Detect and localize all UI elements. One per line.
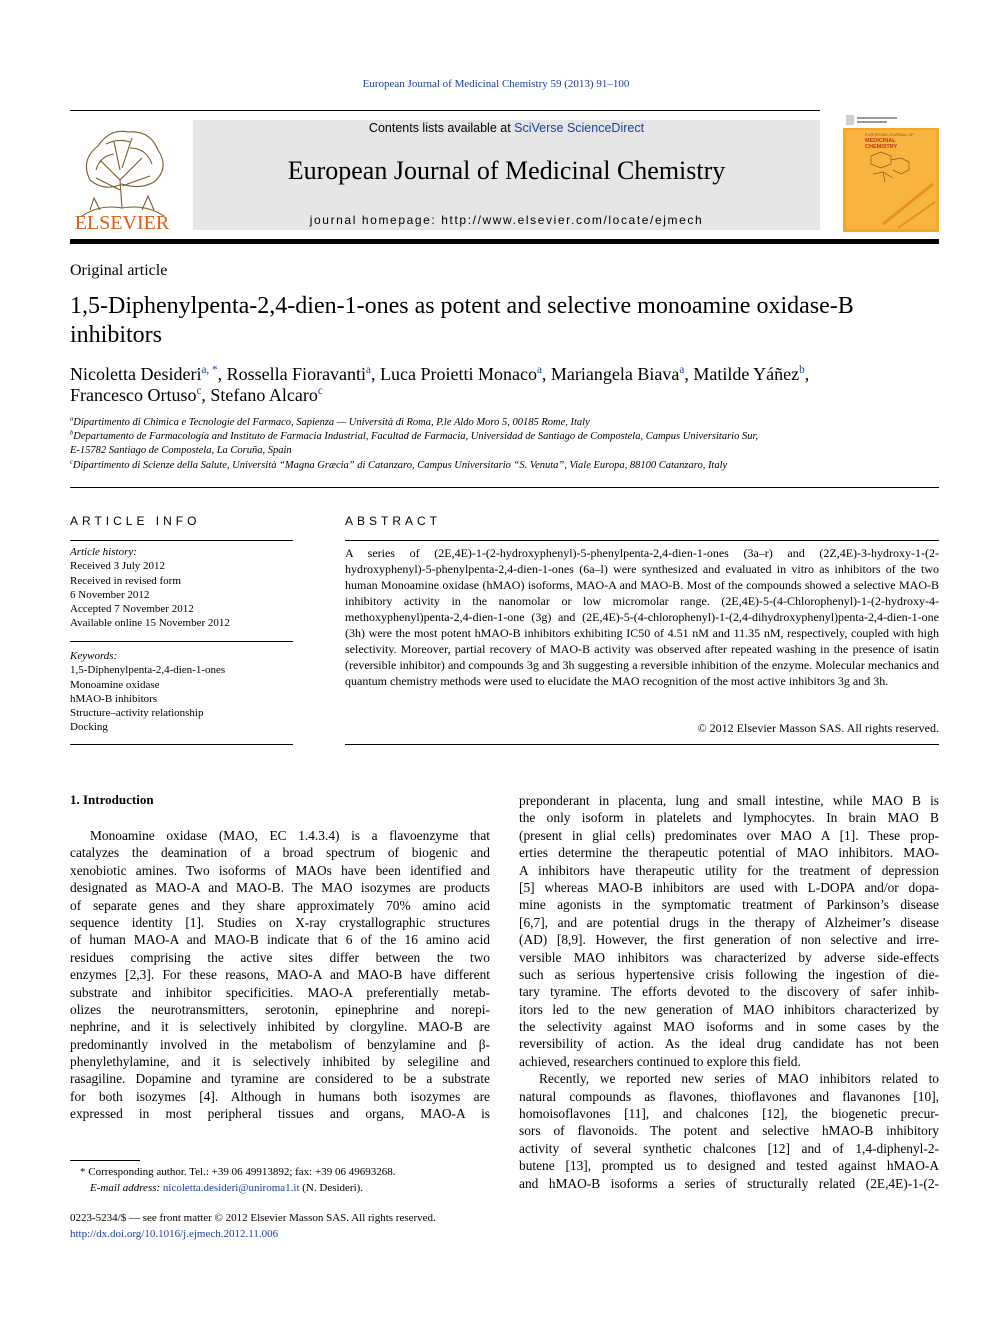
text-line: [6,7], and are potential drugs in the therapy of Alzheimer’s disease <box>519 914 939 930</box>
author-affiliation-mark[interactable]: a, * <box>201 364 218 376</box>
affiliation-text: Dipartimento di Chimica e Tecnologie del Farmaco, Sapienza — Università di Roma, P.le Aldo Moro 5, 00185 Rome, Italy <box>73 417 590 428</box>
text-line: enzymes [2,3]. For these reasons, MAO-A and MAO-B have different <box>70 967 490 983</box>
text-line: of human MAO-A and MAO-B indicate that 6 of the 16 amino acid <box>70 932 490 948</box>
body-column-right <box>519 792 939 1192</box>
text-line: expressed in most peripheral tissues and organs, MAO-A is <box>70 1106 490 1122</box>
author[interactable]: Francesco Ortuso <box>70 385 197 405</box>
text-line: versible MAO inhibitors was characterized by adverse side-effects <box>519 949 939 965</box>
author-affiliation-mark[interactable]: a <box>536 364 542 376</box>
text-line: nephrine, and it is selectively inhibited by clorgyline. MAO-B are <box>70 1019 490 1035</box>
author-separator: , <box>684 364 694 384</box>
article-info-heading: ARTICLE INFO <box>70 514 201 528</box>
history-label: Article history: <box>70 546 137 558</box>
contents-line <box>193 121 820 135</box>
author[interactable]: Nicoletta Desideri <box>70 364 202 384</box>
keyword: Monoamine oxidase <box>70 678 160 691</box>
affiliation-b <box>70 430 940 444</box>
text-line: natural compounds as flavones, thioflavones and flavanones [10], <box>519 1088 939 1104</box>
text-line: the selectivity against MAO isoforms and in some cases by the <box>519 1019 939 1035</box>
affiliation-b-continued: E-15782 Santiago de Compostela, La Coruña, Spain <box>70 445 292 456</box>
keywords <box>70 649 293 735</box>
keyword: Docking <box>70 721 108 734</box>
history-item: Accepted 7 November 2012 <box>70 603 194 616</box>
text-line: of separate genes and they share approximately 70% amino acid <box>70 897 490 913</box>
journal-citation[interactable]: European Journal of Medicinal Chemistry 59 (2013) 91–100 <box>362 78 630 90</box>
journal-cover-thumbnail[interactable] <box>843 112 939 232</box>
email-link[interactable]: nicoletta.desideri@uniroma1.it <box>162 1182 300 1194</box>
corresponding-text: Corresponding author. Tel.: +39 06 49913892; fax: +39 06 49693268. <box>88 1166 396 1178</box>
section-heading-introduction: 1. Introduction <box>70 792 154 807</box>
doi-link[interactable]: http://dx.doi.org/10.1016/j.ejmech.2012.11.006 <box>70 1227 279 1240</box>
author-separator: , <box>217 364 227 384</box>
text-line: erties determine the therapeutic potential of MAO inhibitors. MAO- <box>519 845 939 861</box>
issn-block <box>70 1211 520 1242</box>
affiliation-mark: c <box>70 458 73 466</box>
author[interactable]: Rossella Fioravanti <box>226 364 367 384</box>
journal-name: European Journal of Medicinal Chemistry <box>287 156 726 185</box>
asterisk-mark: * <box>80 1166 89 1178</box>
author-affiliation-mark[interactable]: a <box>679 364 685 376</box>
text-line: (present in glial cells) predominates over MAO A [1]. These prop- <box>519 827 939 843</box>
authors-line-2 <box>70 384 940 406</box>
abstract-rule <box>345 744 939 745</box>
text-line: A inhibitors have therapeutic utility for the treatment of depression <box>519 862 939 878</box>
text-line: (AD) [8,9]. However, the first generation of non selective and irre- <box>519 932 939 948</box>
header-rule <box>70 110 820 111</box>
elsevier-wordmark: ELSEVIER <box>74 212 170 232</box>
affiliations-rule <box>70 487 939 488</box>
sciencedirect-link[interactable]: SciVerse ScienceDirect <box>514 121 645 135</box>
text-line: mine agonists in the symptomatic treatment of Parkinson’s disease <box>519 897 939 913</box>
author-separator: , <box>201 385 211 405</box>
author[interactable]: Mariangela Biava <box>550 364 680 384</box>
history-item: Received in revised form <box>70 574 181 587</box>
article-info-rule <box>70 540 293 541</box>
article-info-rule <box>70 641 293 642</box>
article-history <box>70 545 293 631</box>
text-line: and hMAO-B isoforms a series of structurally related (2E,4E)-1-(2- <box>519 1175 939 1191</box>
text-line: designated as MAO-A and MAO-B. The MAO isozymes are products <box>70 880 490 896</box>
text-line: sors of flavonoids. The potent and selective hMAO-B inhibitory <box>519 1123 939 1139</box>
journal-homepage[interactable]: journal homepage: http://www.elsevier.com/locate/ejmech <box>309 213 704 227</box>
article-info-rule <box>70 744 293 745</box>
header-thick-rule <box>70 239 939 244</box>
text-line: substrate and inhibitor specificities. MAO-A preferentially metab- <box>70 984 490 1000</box>
author-separator: , <box>804 364 810 384</box>
history-item: 6 November 2012 <box>70 588 150 601</box>
text-line: reversibility of action. As the ideal drug candidate has not been <box>519 1036 939 1052</box>
author-affiliation-mark[interactable]: a <box>366 364 371 376</box>
article-title: 1,5-Diphenylpenta-2,4-dien-1-ones as potent and selective monoamine oxidase-B inhibitors <box>70 293 854 348</box>
author-affiliation-mark[interactable]: c <box>317 385 323 397</box>
text-line: tary tyramine. The efforts devoted to the discovery of safer inhib- <box>519 984 939 1000</box>
corresponding-footnote <box>70 1164 490 1196</box>
affiliation-mark: a <box>70 415 74 423</box>
keyword: hMAO-B inhibitors <box>70 692 158 705</box>
email-label: E-mail address: <box>90 1182 163 1194</box>
authors-line-1 <box>70 363 940 385</box>
email-line <box>70 1180 490 1196</box>
affiliation-text: Dipartimento di Scienze della Salute, Università “Magna Græcia” di Catanzaro, Campus Universitario “S. Venuta”, Viale Europa, 88100 Catanzaro, Italy <box>72 460 728 471</box>
affiliation-text: Departamento de Farmacología and Instituto de Farmacia Industrial, Facultad de Farmacia, Universidad de Santiago de Compostela, Campus Universitario Sur, <box>73 431 759 442</box>
history-item: Available online 15 November 2012 <box>70 617 230 630</box>
corresponding-author-note <box>70 1164 490 1180</box>
affiliation-a <box>70 416 940 430</box>
author[interactable]: Luca Proietti Monaco <box>380 364 537 384</box>
keywords-label: Keywords: <box>70 650 118 662</box>
text-line: activity of several synthetic chalcones [12] and of 1,4-diphenyl-2- <box>519 1140 939 1156</box>
author[interactable]: Matilde Yáñez <box>693 364 800 384</box>
text-line: catalyzes the deamination of a broad spectrum of biogenic and <box>70 845 490 861</box>
text-line: such as serious hypertensive crisis following the ingestion of die- <box>519 966 939 982</box>
text-line: olizes the neurotransmitters, serotonin, epinephrine and norepi- <box>70 1001 490 1017</box>
svg-text:MEDICINAL: MEDICINAL <box>865 138 896 144</box>
text-line: rasagiline. Dopamine and tyramine are considered to be a substrate <box>70 1071 490 1087</box>
text-line: the only isoform in platelets and lymphocytes. In brain MAO B <box>519 810 939 826</box>
text-line: sequence identity [1]. Studies on X-ray crystallographic structures <box>70 914 490 930</box>
keyword: Structure–activity relationship <box>70 707 204 720</box>
article-type: Original article <box>70 262 168 279</box>
text-line: preponderant in placenta, lung and small intestine, while MAO B is <box>519 793 939 808</box>
text-line: xenobiotic amines. Two isoforms of MAOs have been identified and <box>70 862 490 878</box>
body-column-left <box>70 827 490 1123</box>
author[interactable]: Stefano Alcaro <box>210 385 318 405</box>
text-line: butene [13], prompted us to designed and tested against hMAO-A <box>519 1158 939 1174</box>
text-line: achieved, researchers continued to explore this field. <box>519 1053 801 1069</box>
author-separator: , <box>541 364 551 384</box>
text-line: itors led to the new generation of MAO inhibitors characterized by <box>519 1001 939 1017</box>
author-affiliation-mark[interactable]: c <box>196 385 202 397</box>
abstract-heading: ABSTRACT <box>345 514 442 528</box>
text-line: homoisoflavones [11], and chalcones [12], the biogenetic precur- <box>519 1106 939 1122</box>
elsevier-logo <box>70 120 175 232</box>
abstract-rule <box>345 540 939 541</box>
svg-text:EUROPEAN JOURNAL OF: EUROPEAN JOURNAL OF <box>865 132 914 137</box>
affiliation-mark: b <box>70 429 74 437</box>
text-line: residues comprising the active sites differ between the two <box>70 949 490 965</box>
email-suffix: (N. Desideri). <box>299 1182 364 1194</box>
author-separator: , <box>371 364 380 384</box>
text-line: phenylethylamine, and it is selectively inhibited by selegiline and <box>70 1054 490 1070</box>
text-line: [5] whereas MAO-B inhibitors are used with L-DOPA and/or dopa- <box>519 879 939 895</box>
svg-text:CHEMISTRY: CHEMISTRY <box>865 144 898 150</box>
issn-line: 0223-5234/$ — see front matter © 2012 Elsevier Masson SAS. All rights reserved. <box>70 1212 436 1224</box>
text-line: predominantly involved in the metabolism of benzylamine and β- <box>70 1036 490 1052</box>
text-line: Recently, we reported new series of MAO inhibitors related to <box>539 1071 939 1087</box>
author-affiliation-mark[interactable]: b <box>799 364 805 376</box>
keyword: 1,5-Diphenylpenta-2,4-dien-1-ones <box>70 664 226 677</box>
text-line: Monoamine oxidase (MAO, EC 1.4.3.4) is a flavoenzyme that <box>90 828 490 843</box>
copyright: © 2012 Elsevier Masson SAS. All rights reserved. <box>697 721 939 735</box>
text-line: for both isozymes [4]. Although in humans both isozymes are <box>70 1088 490 1104</box>
abstract-text: A series of (2E,4E)-1-(2-hydroxyphenyl)-5-phenylpenta-2,4-dien-1-ones (3a–r) and (2Z,4E)-3-hydroxy-1-(2-hydroxyphenyl)-5-phenylpenta-2,4-dien-1-ones (6a–l) were synthesized and evaluated in vitro as inhibitors of the two human Monoamine oxidase (hMAO) isoforms, MAO-A and MAO-B. Most of the compounds showed a selective MAO-B inhibitory activity in the nanomolar or low micromolar range. (2E,4E)-5-(4-Chlorophenyl)-1-(2-hydroxy-4-methoxyphenyl)penta-2,4-dien-1-one (3g) and (2E,4E)-5-(4-chlorophenyl)-1-(2,4-dihydroxyphenyl)penta-2,4-dien-1-one (3h) were the most potent hMAO-B inhibitors exhibiting IC50 of 4.51 nM and 11.35 nM, respectively, coupled with high selectivity. Moreover, partial recovery of MAO-B activity was observed after repeated washing in the presence of isatin (reversible inhibitor) and compounds 3g and 3h suggesting a reversible inhibition of the enzyme. Molecular mechanics and quantum chemistry methods were used to elucidate the MAO recognition of the most active inhibitors 3g and 3h. <box>345 546 939 689</box>
history-item: Received 3 July 2012 <box>70 560 166 573</box>
affiliation-c <box>70 459 940 473</box>
contents-prefix: Contents lists available at <box>368 121 515 135</box>
footnote-rule <box>70 1160 140 1161</box>
